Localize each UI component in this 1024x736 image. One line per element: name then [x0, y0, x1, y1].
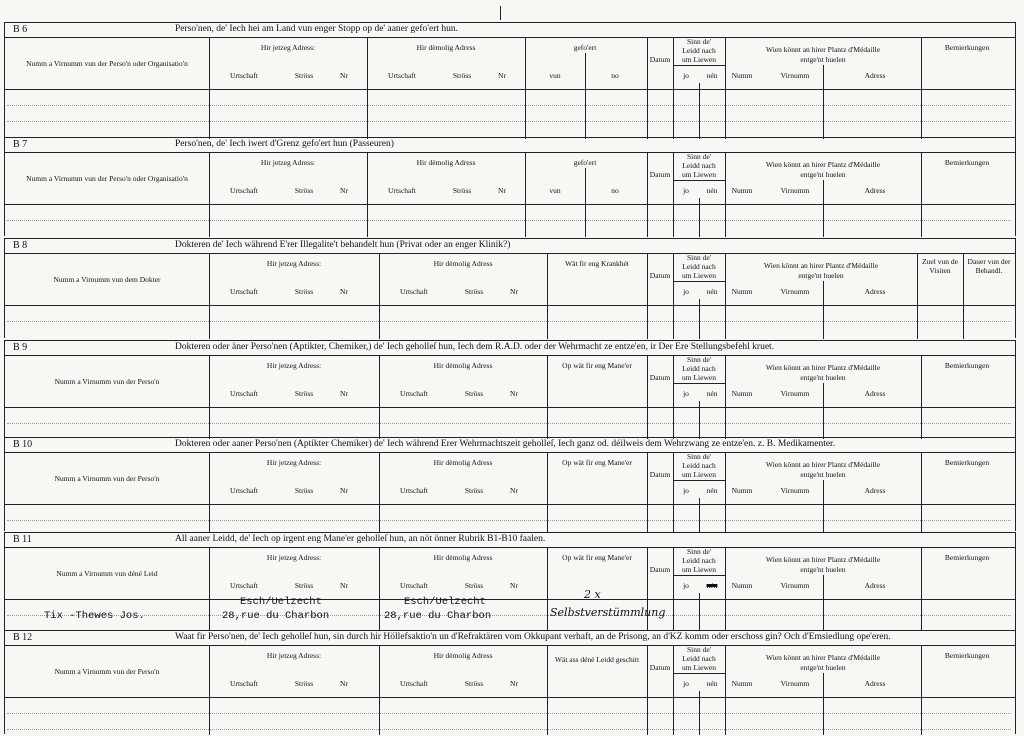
medal-header-1: Wien könnt an hirer Plantz d'Médaille	[765, 45, 881, 54]
column-divider	[209, 37, 210, 139]
section-title: Dokteren oder aaner Perso'nen (Aptikter Chemiker) de' Iech während Erer Wehrmachtszeit geholleſ, Iech ganz od. déilweis dem Wehrzwang ze entze'en. z. B. Medikamenter.	[175, 439, 836, 449]
name-column-header: Numm a Virnumm vun der Perso'n	[54, 667, 160, 676]
no-header: nén	[706, 679, 718, 688]
medal-name-header: Numm	[731, 679, 753, 688]
manner-header: Op wät fir eng Mane'er	[562, 458, 632, 467]
name-column-header: Numm a Virnumm vun der Perso'n	[54, 377, 160, 386]
current-town-header: Urtschaft	[230, 389, 258, 398]
alive-rule	[673, 65, 725, 66]
alive-header-3: um Liewen	[682, 271, 716, 280]
current-street-header: Ströss	[294, 486, 314, 495]
section-b8	[4, 238, 1016, 338]
current-address-header: Hir jetzeg Adress:	[266, 458, 322, 467]
date-header: Datum	[649, 565, 671, 574]
entry-current-street: 28,rue du Charbon	[222, 610, 330, 622]
former-town-header: Urtschaft	[400, 679, 428, 688]
section-code: B 9	[13, 342, 28, 353]
yes-header: jo	[683, 287, 689, 296]
section-b10	[4, 437, 1016, 531]
header-rule	[5, 407, 1015, 408]
section-code: B 12	[13, 632, 33, 643]
section-header	[5, 631, 1015, 646]
section-code: B 11	[13, 534, 32, 545]
former-street-header: Ströss	[464, 486, 484, 495]
medal-address-header: Adress	[864, 287, 886, 296]
section-title: Waat fir Perso'nen, de' Iech geholleſ hun, sin durch hir Höllefsaktio'n un d'Refraktären vom Okkupant verhaft, an de Prisong, an d'KZ komm oder erschoss gin? Och d'Emsiedlung ope'eren.	[175, 632, 891, 642]
medal-firstname-header: Virnumm	[780, 71, 810, 80]
medal-address-header: Adress	[864, 679, 886, 688]
medal-firstname-header: Virnumm	[780, 679, 810, 688]
former-town-header: Urtschaft	[400, 486, 428, 495]
section-b9	[4, 340, 1016, 438]
alive-header-1: Sinn de'	[686, 152, 712, 161]
alive-header-3: um Liewen	[682, 373, 716, 382]
entry-line	[7, 615, 1011, 616]
alive-header-3: um Liewen	[682, 663, 716, 672]
current-town-header: Urtschaft	[230, 679, 258, 688]
column-divider	[823, 480, 824, 532]
manner-header: Op wät fir eng Mane'er	[562, 361, 632, 370]
header-rule	[5, 204, 1015, 205]
former-address-header: Hir dèmolig Adress	[433, 361, 493, 370]
column-divider	[647, 645, 648, 735]
section-header	[5, 341, 1015, 356]
to-header: no	[611, 71, 619, 80]
name-column-header: Numm a Virnumm vun dem Dokter	[53, 275, 161, 284]
medal-header-2: entge'nt huelen	[800, 565, 846, 574]
section-code: B 6	[13, 24, 28, 35]
current-nr-header: Nr	[340, 287, 348, 296]
alive-header-1: Sinn de'	[686, 452, 712, 461]
former-nr-header: Nr	[510, 486, 518, 495]
former-nr-header: Nr	[498, 186, 506, 195]
column-divider	[823, 180, 824, 237]
medal-header-1: Wien könnt an hirer Plantz d'Médaille	[765, 160, 881, 169]
to-header: no	[611, 186, 619, 195]
remarks-header: Bemierkungen	[944, 361, 990, 370]
yes-header: jo	[683, 679, 689, 688]
header-rule	[5, 599, 1015, 600]
former-street-header: Ströss	[452, 71, 472, 80]
alive-header-2: Leidd nach	[682, 262, 716, 271]
alive-rule	[673, 180, 725, 181]
entry-line	[7, 121, 1011, 122]
section-b11	[4, 532, 1016, 630]
section-title: Perso'nen, de' Iech hei am Land vun enger Stopp op de' aaner gefo'ert hun.	[175, 24, 459, 34]
former-address-header: Hir dèmolig Adress	[433, 651, 493, 660]
former-town-header: Urtschaft	[388, 71, 416, 80]
entry-former-street: 28,rue du Charbon	[384, 610, 492, 622]
current-address-header: Hir jetzeg Adress:	[266, 553, 322, 562]
alive-header-3: um Liewen	[682, 565, 716, 574]
no-header: nén	[706, 287, 718, 296]
entry-line	[7, 321, 1011, 322]
medal-header-2: entge'nt huelen	[800, 470, 846, 479]
entry-line	[7, 520, 1011, 521]
medal-address-header: Adress	[864, 71, 886, 80]
from-header: vun	[549, 186, 561, 195]
column-divider	[823, 281, 824, 339]
remarks-header: Bemierkungen	[944, 458, 990, 467]
no-header: nén	[706, 486, 718, 495]
name-column-header: Numm a Virnumm vun der Perso'n oder Organisatio'n	[26, 59, 188, 68]
duration-header: Dauer vun der Behandl.	[967, 257, 1011, 275]
entry-current-town: Esch/Uelzecht	[240, 596, 322, 608]
section-title: Dokteren de' Iech während E'rer Illegalite't behandelt hun (Privat oder an enger Klinik?)	[175, 240, 511, 250]
medal-header-2: entge'nt huelen	[800, 170, 846, 179]
current-street-header: Ströss	[294, 679, 314, 688]
visits-header: Zuel vun de Visiten	[922, 257, 958, 275]
current-nr-header: Nr	[340, 71, 348, 80]
column-divider	[823, 383, 824, 439]
section-title: Dokteren oder äner Perso'nen (Aptikter, Chemiker,) de' Iech geholleſ hun, Iech dem R.A.D. oder der Wehrmacht ze entze'en, ir Der Ere Stellungsbefehl kruet.	[175, 342, 775, 352]
former-street-header: Ströss	[464, 287, 484, 296]
former-address-header: Hir dèmolig Adress	[416, 43, 476, 52]
medal-header-1: Wien könnt an hirer Plantz d'Médaille	[765, 363, 881, 372]
medal-firstname-header: Virnumm	[780, 186, 810, 195]
current-street-header: Ströss	[294, 71, 314, 80]
former-nr-header: Nr	[510, 581, 518, 590]
medal-header-2: entge'nt huelen	[800, 55, 846, 64]
medal-name-header: Numm	[731, 581, 753, 590]
section-code: B 7	[13, 139, 28, 150]
no-header: nén	[706, 389, 718, 398]
no-header: nén	[706, 71, 718, 80]
current-address-header: Hir jetzeg Adress:	[266, 651, 322, 660]
section-header	[5, 23, 1015, 38]
section-title: Perso'nen, de' Iech iwert d'Grenz gefo'ert hun (Passeuren)	[175, 139, 394, 149]
date-header: Datum	[649, 271, 671, 280]
section-b6	[4, 22, 1016, 138]
alive-header-2: Leidd nach	[682, 46, 716, 55]
alive-rule	[673, 480, 725, 481]
former-street-header: Ströss	[452, 186, 472, 195]
former-street-header: Ströss	[464, 581, 484, 590]
current-street-header: Ströss	[294, 581, 314, 590]
alive-rule	[673, 281, 725, 282]
date-header: Datum	[649, 470, 671, 479]
section-title: All aaner Leidd, de' Iech op irgent eng Mane'er geholleſ hun, an nöt önner Rubrik B1-B10 faalen.	[175, 534, 546, 544]
current-address-header: Hir jetzeg Adress:	[266, 259, 322, 268]
header-rule	[5, 504, 1015, 505]
entry-manner: Selbstverstümmlung	[550, 606, 666, 619]
former-address-header: Hir dèmolig Adress	[433, 458, 493, 467]
former-address-header: Hir dèmolig Adress	[416, 158, 476, 167]
current-address-header: Hir jetzeg Adress:	[260, 158, 316, 167]
former-nr-header: Nr	[498, 71, 506, 80]
medal-header-2: entge'nt huelen	[798, 271, 844, 280]
section-header	[5, 138, 1015, 153]
alive-header-2: Leidd nach	[682, 161, 716, 170]
medal-address-header: Adress	[864, 186, 886, 195]
current-address-header: Hir jetzeg Adress:	[260, 43, 316, 52]
column-divider	[921, 37, 922, 139]
top-tick-mark	[500, 6, 501, 20]
column-divider	[823, 575, 824, 631]
section-header	[5, 239, 1015, 254]
header-rule	[5, 89, 1015, 90]
current-nr-header: Nr	[340, 679, 348, 688]
medal-name-header: Numm	[731, 71, 753, 80]
current-street-header: Ströss	[294, 186, 314, 195]
section-code: B 8	[13, 240, 28, 251]
alive-rule	[673, 673, 725, 674]
yes-header: jo	[683, 389, 689, 398]
alive-header-1: Sinn de'	[686, 645, 712, 654]
medal-firstname-header: Virnumm	[780, 581, 810, 590]
entry-line	[7, 729, 1011, 730]
medal-header-1: Wien könnt an hirer Plantz d'Médaille	[765, 653, 881, 662]
alive-header-2: Leidd nach	[682, 556, 716, 565]
current-address-header: Hir jetzeg Adress:	[266, 361, 322, 370]
current-street-header: Ströss	[294, 389, 314, 398]
former-town-header: Urtschaft	[400, 287, 428, 296]
former-address-header: Hir dèmolig Adress	[433, 259, 493, 268]
name-column-header: Numm a Virnumm vun déné Leid	[56, 569, 158, 578]
entry-former-town: Esch/Uelzecht	[404, 596, 486, 608]
section-header	[5, 438, 1015, 453]
current-nr-header: Nr	[340, 389, 348, 398]
section-b12	[4, 630, 1016, 734]
alive-header-2: Leidd nach	[682, 461, 716, 470]
current-town-header: Urtschaft	[230, 71, 258, 80]
alive-header-3: um Liewen	[682, 470, 716, 479]
former-street-header: Ströss	[464, 679, 484, 688]
remarks-header: Bemierkungen	[944, 158, 990, 167]
alive-header-1: Sinn de'	[686, 253, 712, 262]
current-town-header: Urtschaft	[230, 486, 258, 495]
medal-firstname-header: Virnumm	[780, 389, 810, 398]
current-nr-header: Nr	[340, 486, 348, 495]
column-divider	[585, 168, 586, 237]
alive-header-1: Sinn de'	[686, 547, 712, 556]
manner-header: Wät ass déné Leidd geschitt	[554, 655, 640, 664]
section-code: B 10	[13, 439, 33, 450]
medal-address-header: Adress	[864, 389, 886, 398]
name-column-header: Numm a Virnumm vun der Perso'n oder Organisatio'n	[26, 174, 188, 183]
remarks-header: Bemierkungen	[944, 651, 990, 660]
date-header: Datum	[649, 170, 671, 179]
column-divider	[647, 355, 648, 439]
entry-line	[7, 713, 1011, 714]
former-street-header: Ströss	[464, 389, 484, 398]
medal-firstname-header: Virnumm	[780, 287, 810, 296]
section-b7	[4, 137, 1016, 236]
remarks-header: Bemierkungen	[944, 43, 990, 52]
alive-rule	[673, 383, 725, 384]
column-divider	[647, 152, 648, 237]
alive-header-1: Sinn de'	[686, 355, 712, 364]
alive-header-2: Leidd nach	[682, 654, 716, 663]
yes-header: jo	[683, 71, 689, 80]
medal-address-header: Adress	[864, 581, 886, 590]
header-rule	[5, 305, 1015, 306]
date-header: Datum	[649, 373, 671, 382]
manner-header: Op wät fir eng Mane'er	[562, 553, 632, 562]
medal-header-1: Wien könnt an hirer Plantz d'Médaille	[765, 460, 881, 469]
column-divider	[647, 253, 648, 339]
current-nr-header: Nr	[340, 186, 348, 195]
current-nr-header: Nr	[340, 581, 348, 590]
medal-firstname-header: Virnumm	[780, 486, 810, 495]
entry-name: Tix -Thewes Jos.	[44, 610, 145, 622]
medal-name-header: Numm	[731, 486, 753, 495]
column-divider	[647, 37, 648, 139]
entry-line	[7, 220, 1011, 221]
yes-header: jo	[683, 581, 689, 590]
medal-header-2: entge'nt huelen	[800, 663, 846, 672]
medal-address-header: Adress	[864, 486, 886, 495]
remarks-header: Bemierkungen	[944, 553, 990, 562]
from-header: vun	[549, 71, 561, 80]
former-nr-header: Nr	[510, 287, 518, 296]
medal-name-header: Numm	[731, 389, 753, 398]
former-town-header: Urtschaft	[400, 389, 428, 398]
alive-header-1: Sinn de'	[686, 37, 712, 46]
yes-header: jo	[683, 186, 689, 195]
transported-header: gefo'ert	[573, 43, 597, 52]
column-divider	[367, 37, 368, 139]
entry-line	[7, 423, 1011, 424]
date-header: Datum	[649, 663, 671, 672]
entry-manner-mark: 2 x	[584, 588, 601, 601]
medal-name-header: Numm	[731, 186, 753, 195]
alive-header-2: Leidd nach	[682, 364, 716, 373]
date-header: Datum	[649, 55, 671, 64]
current-street-header: Ströss	[294, 287, 314, 296]
column-divider	[525, 37, 526, 139]
section-header	[5, 533, 1015, 548]
entry-line	[7, 105, 1011, 106]
current-town-header: Urtschaft	[230, 186, 258, 195]
column-divider	[585, 53, 586, 139]
transported-header: gefo'ert	[573, 158, 597, 167]
medal-header-1: Wien könnt an hirer Plantz d'Médaille	[763, 261, 879, 270]
former-nr-header: Nr	[510, 679, 518, 688]
no-header: nén	[706, 186, 718, 195]
alive-rule	[673, 575, 725, 576]
former-address-header: Hir dèmolig Adress	[433, 553, 493, 562]
no-header: nén	[706, 581, 718, 590]
medal-name-header: Numm	[731, 287, 753, 296]
current-town-header: Urtschaft	[230, 287, 258, 296]
medal-header-2: entge'nt huelen	[800, 373, 846, 382]
alive-header-3: um Liewen	[682, 170, 716, 179]
manner-header: Wät fir eng Krankhét	[565, 259, 629, 268]
current-town-header: Urtschaft	[230, 581, 258, 590]
yes-header: jo	[683, 486, 689, 495]
column-divider	[823, 673, 824, 735]
alive-header-3: um Liewen	[682, 55, 716, 64]
header-rule	[5, 697, 1015, 698]
former-nr-header: Nr	[510, 389, 518, 398]
column-divider	[699, 83, 700, 139]
name-column-header: Numm a Virnumm vun der Perso'n	[54, 474, 160, 483]
column-divider	[823, 65, 824, 139]
former-town-header: Urtschaft	[400, 581, 428, 590]
medal-header-1: Wien könnt an hirer Plantz d'Médaille	[765, 555, 881, 564]
former-town-header: Urtschaft	[388, 186, 416, 195]
